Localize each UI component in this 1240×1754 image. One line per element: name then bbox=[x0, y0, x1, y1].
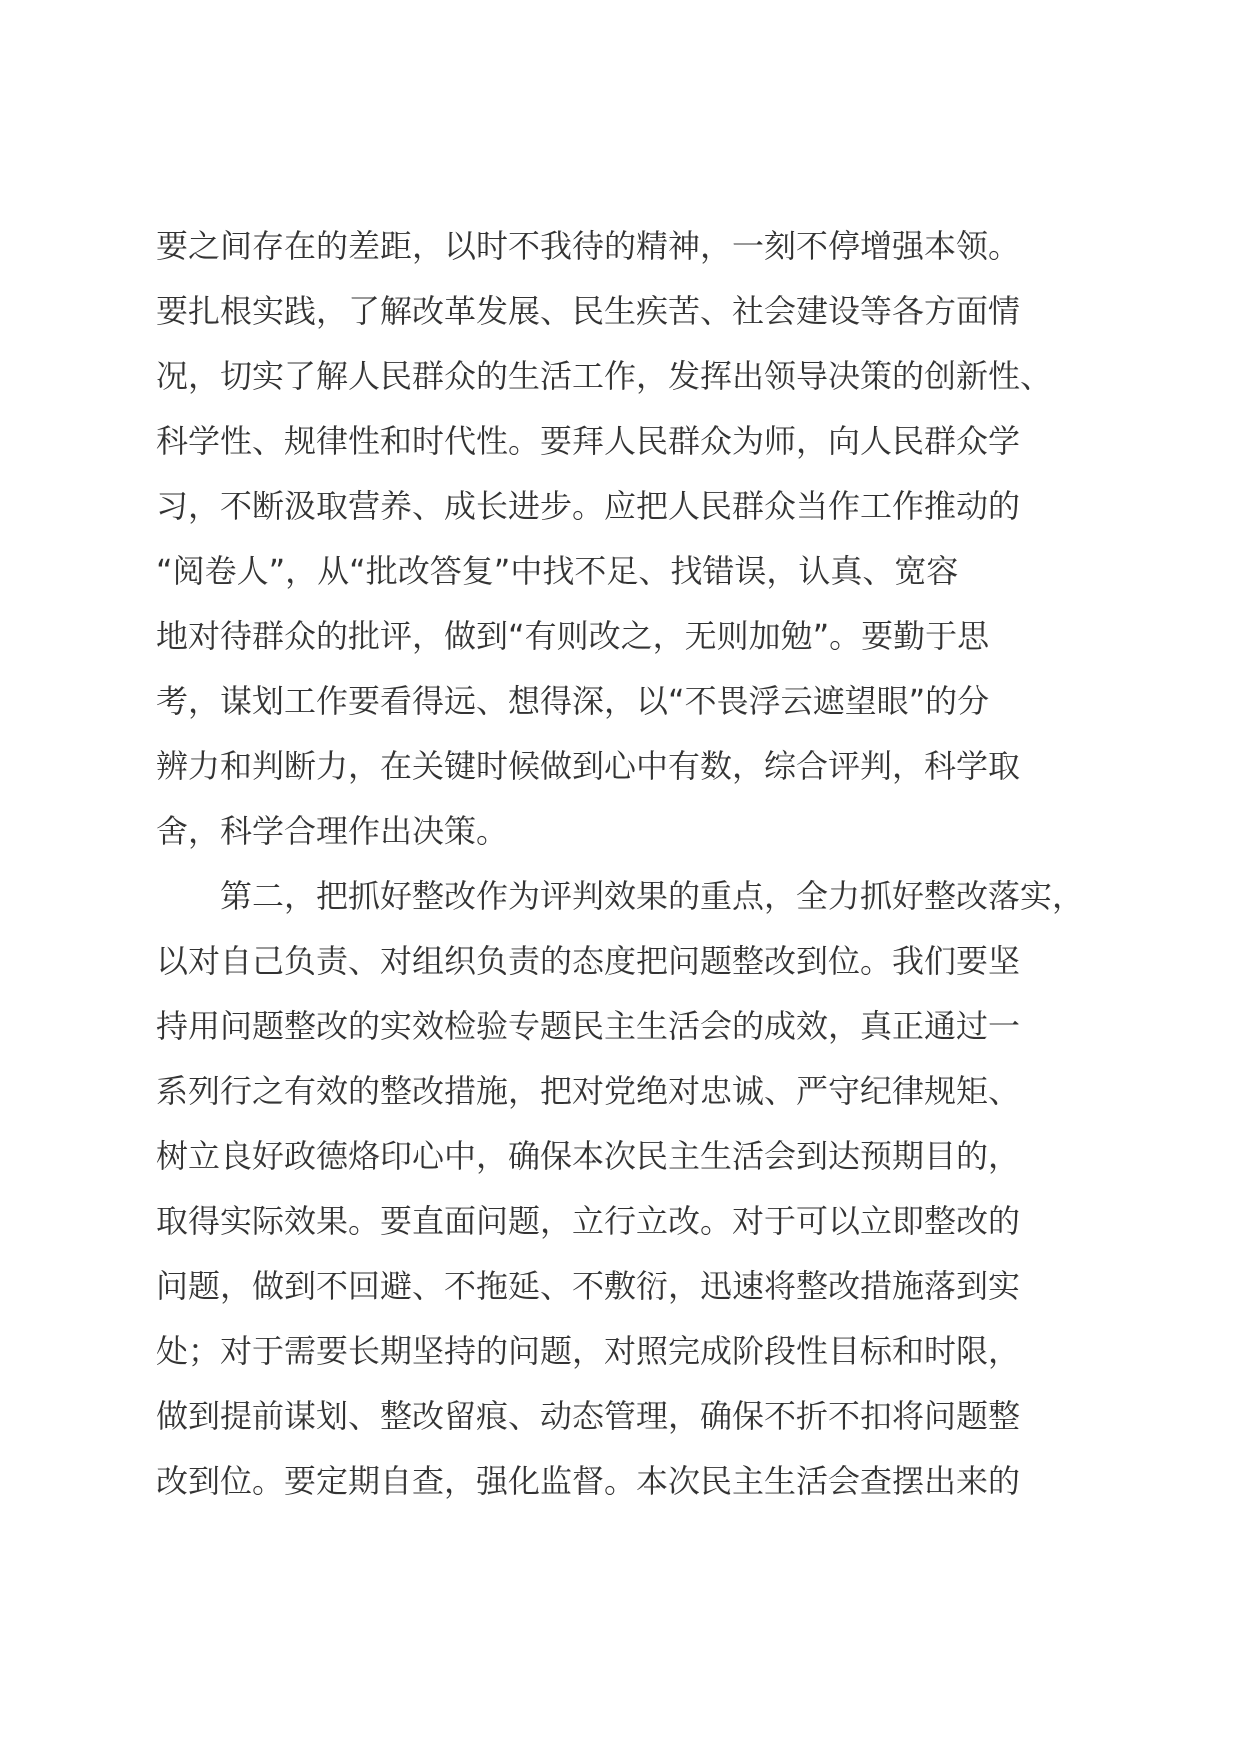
text-line: 地对待群众的批评，做到“有则改之，无则加勉”。要勤于思 bbox=[156, 617, 990, 655]
text-line: 考，谋划工作要看得远、想得深，以“不畏浮云遮望眼”的分 bbox=[156, 682, 990, 720]
text-line: 改到位。要定期自查，强化监督。本次民主生活会查摆出来的 bbox=[156, 1462, 1021, 1500]
text-line: 要扎根实践，了解改革发展、民生疾苦、社会建设等各方面情 bbox=[156, 292, 1021, 330]
text-line: 科学性、规律性和时代性。要拜人民群众为师，向人民群众学 bbox=[156, 422, 1021, 460]
text-line: 习，不断汲取营养、成长进步。应把人民群众当作工作推动的 bbox=[156, 487, 1021, 525]
body-text bbox=[156, 214, 1116, 1514]
text-line: 做到提前谋划、整改留痕、动态管理，确保不折不扣将问题整 bbox=[156, 1397, 1021, 1435]
paragraph-start-line: 第二，把抓好整改作为评判效果的重点，全力抓好整改落实， bbox=[156, 877, 1085, 915]
text-line: “阅卷人”，从“批改答复”中找不足、找错误，认真、宽容 bbox=[156, 552, 959, 590]
text-line: 树立良好政德烙印心中，确保本次民主生活会到达预期目的， bbox=[156, 1137, 1021, 1175]
text-line: 问题，做到不回避、不拖延、不敷衍，迅速将整改措施落到实 bbox=[156, 1267, 1021, 1305]
text-line: 舍，科学合理作出决策。 bbox=[156, 812, 509, 850]
text-line: 况，切实了解人民群众的生活工作，发挥出领导决策的创新性、 bbox=[156, 357, 1053, 395]
text-line: 处；对于需要长期坚持的问题，对照完成阶段性目标和时限， bbox=[156, 1332, 1021, 1370]
text-line: 持用问题整改的实效检验专题民主生活会的成效，真正通过一 bbox=[156, 1007, 1021, 1045]
text-line: 辨力和判断力，在关键时候做到心中有数，综合评判，科学取 bbox=[156, 747, 1021, 785]
text-line: 取得实际效果。要直面问题，立行立改。对于可以立即整改的 bbox=[156, 1202, 1021, 1240]
text-line: 要之间存在的差距，以时不我待的精神，一刻不停增强本领。 bbox=[156, 227, 1021, 265]
text-line: 以对自己负责、对组织负责的态度把问题整改到位。我们要坚 bbox=[156, 942, 1021, 980]
text-line: 系列行之有效的整改措施，把对党绝对忠诚、严守纪律规矩、 bbox=[156, 1072, 1021, 1110]
